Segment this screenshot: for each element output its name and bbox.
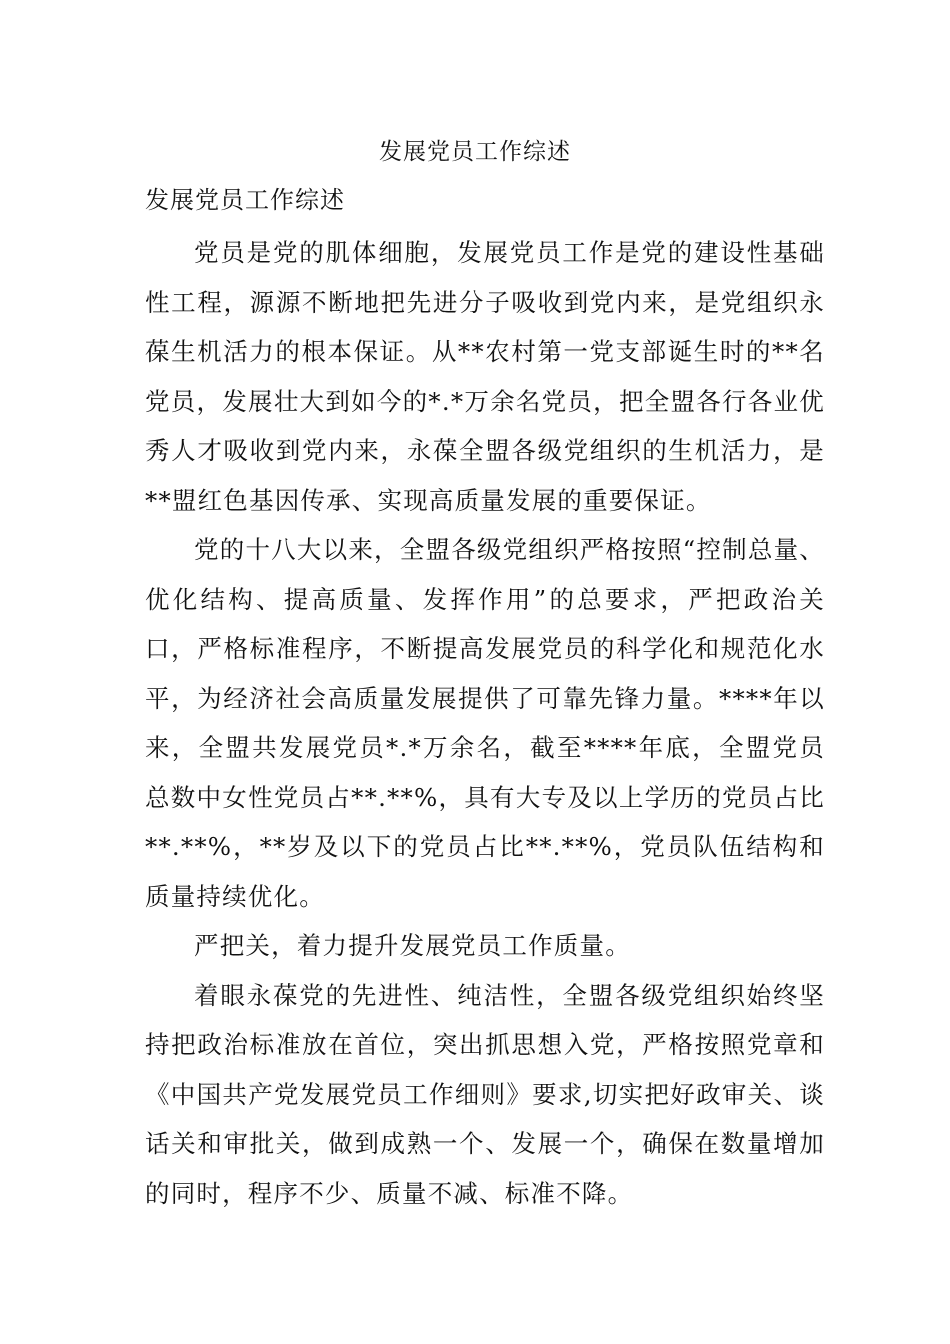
document-body (145, 228, 825, 1218)
paragraph: 党的十八大以来，全盟各级党组织严格按照“控制总量、优化结构、提高质量、发挥作用”的总要求，严把政治关口，严格标准程序，不断提高发展党员的科学化和规范化水平，为经济社会高质量发展提供了可靠先锋力量。****年以来，全盟共发展党员*.*万余名，截至****年底，全盟党员总数中女性党员占**.**%，具有大专及以上学历的党员占比**.**%，**岁及以下的党员占比**.**%，党员队伍结构和质量持续优化。 (145, 535, 825, 911)
document-title: 发展党员工作综述 (379, 139, 571, 165)
paragraph: 着眼永葆党的先进性、纯洁性，全盟各级党组织始终坚持把政治标准放在首位，突出抓思想入党，严格按照党章和《中国共产党发展党员工作细则》要求,切实把好政审关、谈话关和审批关，做到成熟一个、发展一个，确保在数量增加的同时，程序不少、质量不减、标准不降。 (145, 980, 825, 1208)
paragraph: 党员是党的肌体细胞，发展党员工作是党的建设性基础性工程，源源不断地把先进分子吸收到党内来，是党组织永葆生机活力的根本保证。从**农村第一党支部诞生时的**名党员，发展壮大到如今的*.*万余名党员，把全盟各行各业优秀人才吸收到党内来，永葆全盟各级党组织的生机活力，是**盟红色基因传承、实现高质量发展的重要保证。 (145, 238, 825, 515)
document-subtitle: 发展党员工作综述 (145, 186, 345, 214)
paragraph: 严把关，着力提升发展党员工作质量。 (194, 931, 631, 960)
